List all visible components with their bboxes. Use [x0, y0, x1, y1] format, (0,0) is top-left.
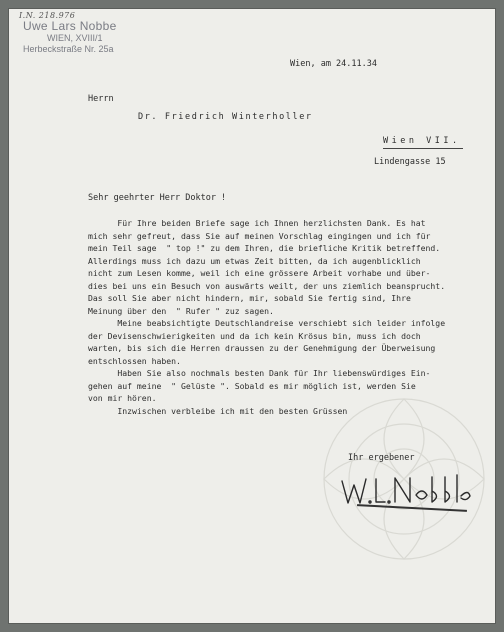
recipient-street: Lindengasse 15 [374, 157, 446, 167]
handwritten-signature [339, 469, 474, 509]
letterhead-street: Herbeckstraße Nr. 25a [23, 44, 114, 54]
body-line: mich sehr gefreut, dass Sie auf meinen Vorschlag eingingen und ich für [88, 230, 431, 241]
body-line: der Devisenschwierigkeiten und da ich kein Krösus bin, muss ich doch [88, 330, 421, 341]
body-line: warten, bis sich die Herren draussen zu der Genehmigung der Überweisung [88, 343, 436, 353]
body-line: von mir hören. [88, 393, 157, 403]
body-line: Für Ihre beiden Briefe sage ich Ihnen herzlichsten Dank. Es hat [88, 218, 426, 228]
archive-number: I.N. 218.976 [19, 11, 76, 20]
city-underline [383, 148, 463, 149]
body-line: Haben Sie also nochmals besten Dank für Ihr liebenswürdiges Ein- [88, 368, 431, 378]
body-line: nicht zum Lesen komme, weil ich eine grössere Arbeit vorhabe und über- [88, 268, 431, 278]
body-line: mein Teil sage " top !" zu dem Ihren, die briefliche Kritik betreffend. [88, 243, 441, 253]
body-line: gehen auf meine " Gelüste ". Sobald es mir möglich ist, werden Sie [88, 380, 416, 391]
body-line: Allerdings muss ich dazu um etwas Zeit bitten, da ich augenblicklich [88, 255, 421, 266]
letterhead-city: WIEN, XVIII/1 [47, 33, 103, 43]
recipient-salutation: Herrn [88, 94, 114, 104]
body-line: entschlossen haben. [88, 355, 181, 366]
letter-sheet [8, 8, 496, 624]
letterhead-stamp [23, 19, 117, 55]
body-line: Das soll Sie aber nicht hindern, mir, sobald Sie fertig sind, Ihre [88, 293, 411, 303]
body-line: Inzwischen verbleibe ich mit den besten Grüssen [88, 405, 348, 416]
closing: Ihr ergebener [348, 453, 415, 463]
body-line: Meinung über den " Rufer " zuz sagen. [88, 305, 274, 316]
letter-body [88, 217, 488, 417]
recipient-name: Dr. Friedrich Winterholler [138, 112, 313, 122]
body-line: Meine beabsichtigte Deutschlandreise verschiebt sich leider infolge [88, 318, 446, 328]
letterhead-name: Uwe Lars Nobbe [23, 19, 117, 33]
recipient-city: Wien VII. [383, 136, 461, 146]
body-line: dies bei uns ein Besuch von auswärts weilt, der uns ziemlich beansprucht. [88, 280, 446, 291]
date-line: Wien, am 24.11.34 [290, 59, 377, 69]
greeting: Sehr geehrter Herr Doktor ! [88, 193, 227, 203]
